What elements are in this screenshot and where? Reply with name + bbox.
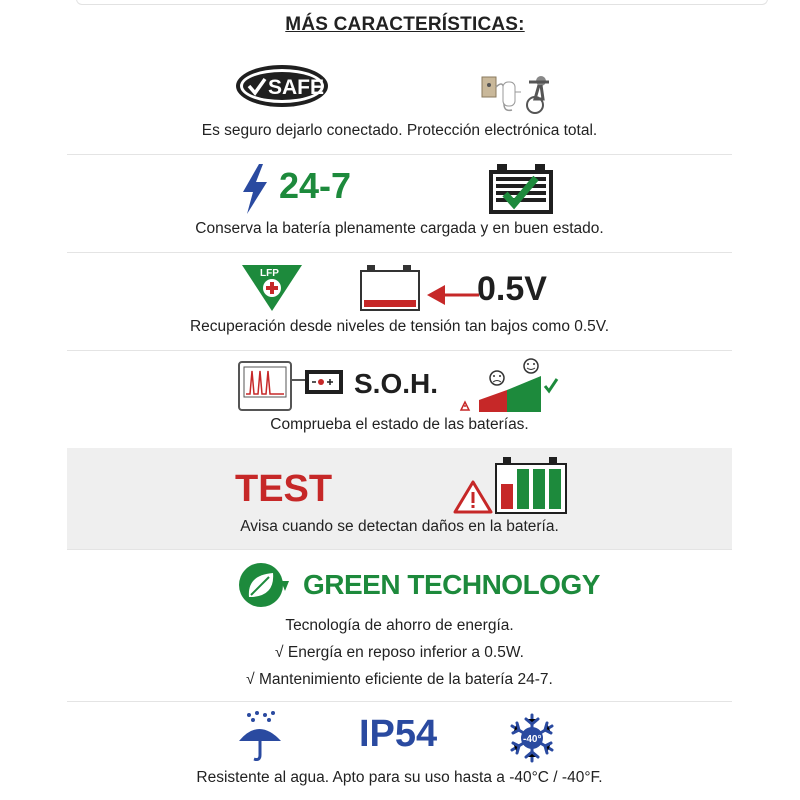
voltage-label: 0.5V bbox=[477, 270, 547, 308]
soh-label: S.O.H. bbox=[354, 368, 439, 399]
feature-low-voltage bbox=[67, 252, 732, 351]
feature-caption: Avisa cuando se detectan daños en la batería. bbox=[240, 518, 559, 535]
battery-probe-icon bbox=[291, 366, 345, 398]
feature-caption: Conserva la batería plenamente cargada y en buen estado. bbox=[195, 220, 604, 237]
feature-caption: Es seguro dejarlo conectado. Protección electrónica total. bbox=[201, 122, 598, 139]
top-panel-border bbox=[76, 0, 768, 5]
lightning-bolt-icon bbox=[239, 164, 271, 214]
feature-caption: Comprueba el estado de las baterías. bbox=[270, 416, 529, 433]
battery-check-icon bbox=[487, 162, 555, 216]
ip54-label: IP54 bbox=[359, 713, 438, 755]
feature-ip54 bbox=[67, 701, 732, 800]
green-technology-label: GREEN TECHNOLOGY bbox=[303, 569, 600, 600]
feature-caption: Recuperación desde niveles de tensión tan bajos como 0.5V. bbox=[189, 318, 610, 335]
lfp-shield-icon bbox=[241, 264, 303, 312]
warning-triangle-icon bbox=[453, 480, 493, 514]
feature-bullet: √ Mantenimiento eficiente de la batería 24-7. bbox=[246, 671, 553, 688]
health-meter-icon bbox=[457, 356, 563, 414]
battery-test-icon bbox=[495, 456, 567, 514]
page-title: MÁS CARACTERÍSTICAS: bbox=[285, 14, 525, 35]
arrow-left-icon bbox=[425, 282, 479, 308]
test-label: TEST bbox=[235, 468, 333, 510]
battery-low-icon bbox=[359, 264, 421, 312]
lfp-label: LFP bbox=[260, 268, 279, 279]
24-7-label: 24-7 bbox=[279, 165, 352, 206]
umbrella-rain-icon bbox=[235, 711, 285, 763]
feature-24-7 bbox=[67, 154, 732, 253]
feature-caption: Tecnología de ahorro de energía. bbox=[285, 617, 514, 634]
safe-badge-icon bbox=[235, 64, 330, 109]
feature-caption: Resistente al agua. Apto para su uso hasta a -40°C / -40°F. bbox=[196, 769, 603, 786]
feature-test bbox=[67, 448, 732, 550]
snow-label: -40° bbox=[523, 734, 542, 745]
feature-bullet: √ Energía en reposo inferior a 0.5W. bbox=[275, 644, 524, 661]
feature-safe bbox=[67, 55, 732, 155]
feature-green-technology bbox=[67, 549, 732, 702]
feature-soh bbox=[67, 350, 732, 449]
safe-label: SAFE bbox=[268, 76, 325, 99]
oscilloscope-icon bbox=[238, 361, 292, 411]
leaf-icon bbox=[237, 561, 293, 609]
wall-plug-motorcycle-icon bbox=[479, 67, 559, 117]
snowflake-icon bbox=[507, 713, 557, 763]
